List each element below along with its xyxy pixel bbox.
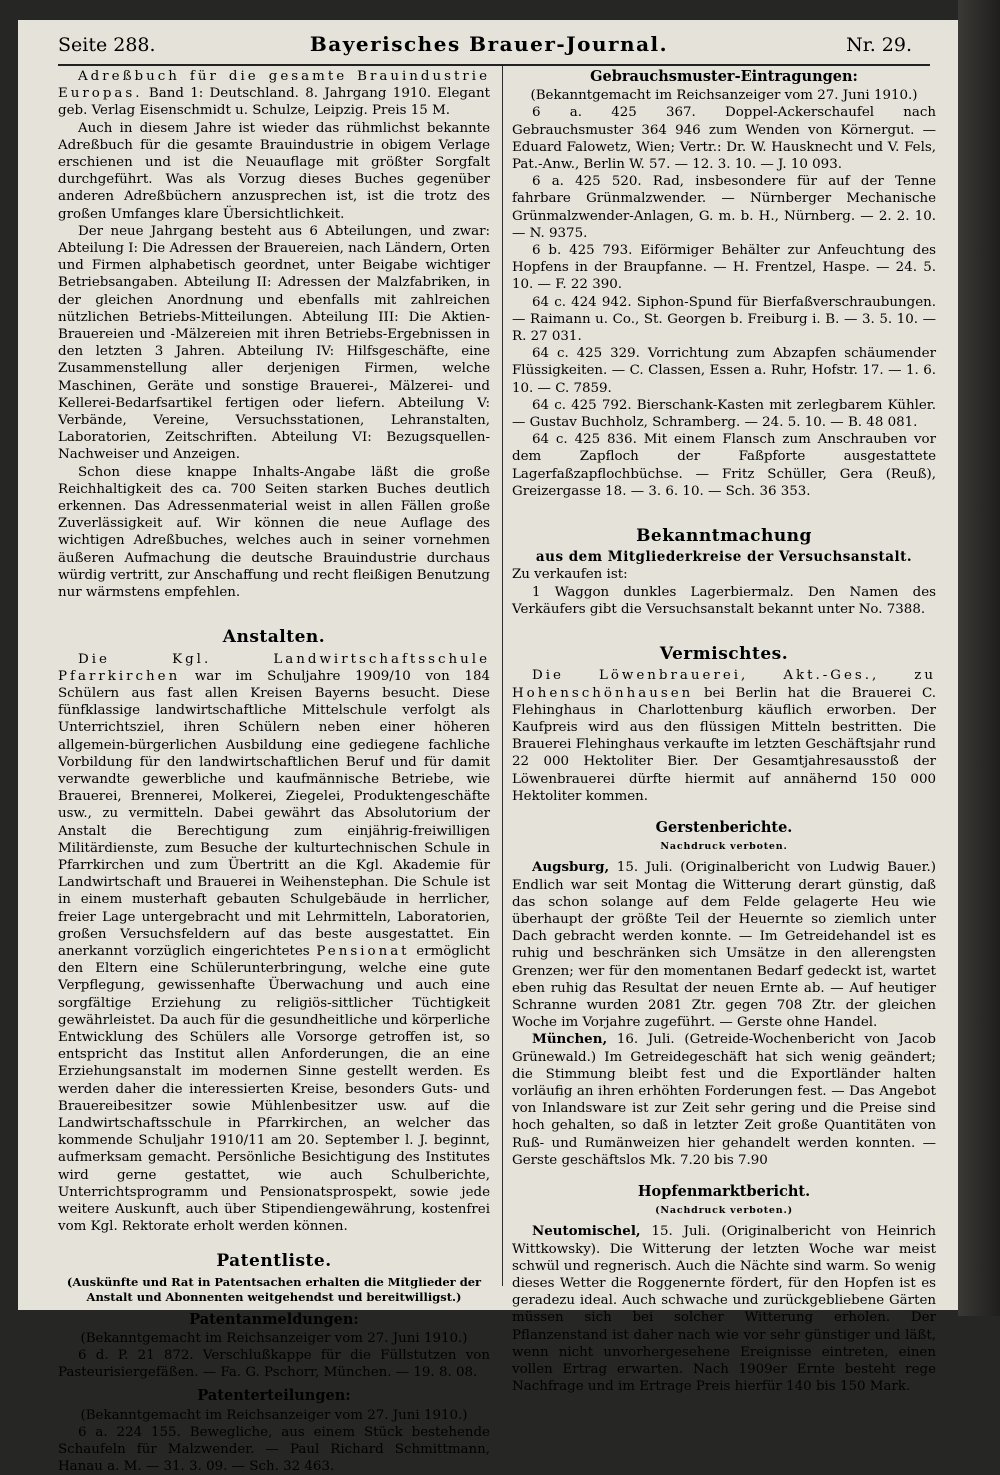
- gebrauchsmuster-entry: 6 b. 425 793. Eiförmiger Behälter zur Anfeuchtung des Hopfens in der Braupfanne. — H. Frentzel, Haspe. — 24. 5. 10. — F. 22 390.: [512, 243, 936, 293]
- anmeldungen-entry: 6 d. P. 21 872. Verschlußkappe für die Füllstutzen von Pasteurisiergefäßen. — Fa. G. Pschorr, München. — 19. 8. 08.: [58, 1348, 490, 1381]
- right-column: [512, 68, 936, 1395]
- book-title: Adreßbuch für die gesamte Brauindustrie Europas.: [58, 69, 490, 102]
- gebrauchsmuster-entry: 6 a. 425 367. Doppel-Ackerschaufel nach Gebrauchsmuster 364 946 zum Wenden von Körnergut. — Eduard Falowetz, Wien; Vertr.: Dr. W. Hausknecht und V. Fels, Pat.-Anw., Berlin W. 57. — 12. 3. 10. — J. 10 093.: [512, 105, 936, 173]
- gebrauchsmuster-entry: 64 c. 425 792. Bierschank-Kasten mit zerlegbarem Kühler. — Gustav Buchholz, Schramberg. — 24. 5. 10. — B. 48 081.: [512, 397, 936, 431]
- erteilungen-announcement: (Bekanntgemacht im Reichsanzeiger vom 27. Juni 1910.): [80, 1407, 468, 1423]
- vermischtes-text: bei Berlin hat die Brauerei C. Flehinghaus in Charlottenburg käuflich erworben. Der Kaufpreis wird aus den flüssigen Mitteln bestritten. Die Brauerei Flehinghaus verkaufte im letzten Geschäftsjahr rund 22 000 Hektoliter Bier. Der Gesamtjahresausstoß der Löwenbrauerei dürfte hiermit auf annähernd 150 000 Hektoliter kommen.: [512, 685, 936, 804]
- header-rule: [58, 64, 930, 66]
- anstalten-lead: Die Kgl. Landwirtschaftsschule Pfarrkirchen: [58, 651, 490, 684]
- vermischtes-article: [512, 667, 936, 805]
- anstalten-text-2: ermöglicht den Eltern eine Schülerunterbringung, welche eine gute Verpflegung, gewissenhafte Überwachung und auch eine sorgfältige Erziehung zu religiös-sittlicher Tüchtigkeit gewährleistet. Da auch für die gesundheitliche und körperliche Entwicklung des Schülers alle Vorsorge getroffen ist, so entspricht das Institut allen Anforderungen, die an eine Erziehungsanstalt im modernen Sinne gestellt werden. Es werden daher die interessierten Kreise, besonders Guts- und Brauereibesitzer sowie Mühlenbesitzer usw. auf die Landwirtschaftsschule in Pfarrkirchen, an welcher das kommende Schuljahr 1910/11 am 20. September l. J. beginnt, aufmerksam gemacht. Persönliche Besichtigung des Institutes wird gerne gestattet, wie auch Schulberichte, Unterrichtsprogramm und Pensionatsprospekt, sowie jede weitere Auskunft, auch über Stipendiengewährung, kostenfrei vom Kgl. Rektorate erholt werden können.: [58, 943, 491, 1235]
- page-number: Seite 288.: [58, 34, 156, 56]
- column-divider: [502, 66, 503, 1286]
- hopfenmarkt-note: (Nachdruck verboten.): [655, 1205, 793, 1217]
- erteilungen-entry: 6 a. 224 155. Bewegliche, aus einem Stück bestehende Schaufeln für Malzwender. — Paul Richard Schmittmann, Hanau a. M. — 31. 3. 09. — Sch. 32 463.: [58, 1424, 490, 1475]
- journal-title: Bayerisches Brauer-Journal.: [309, 32, 669, 56]
- vermischtes-lead: Die Löwenbrauerei, Akt.-Ges., zu Hohenschönhausen: [512, 668, 936, 701]
- gerstenberichte-note: Nachdruck verboten.: [660, 841, 788, 853]
- book-details: Band 1: Deutschland. 8. Jahrgang 1910. Elegant geb. Verlag Eisenschmidt u. Schulze, Leipzig. Preis 15 M.: [58, 86, 490, 119]
- bekanntmachung-heading: Bekanntmachung: [636, 526, 812, 547]
- anmeldungen-heading: Patentanmeldungen:: [189, 1310, 359, 1328]
- anmeldungen-announcement: (Bekanntgemacht im Reichsanzeiger vom 27. Juni 1910.): [80, 1330, 468, 1346]
- neutomischel-place: Neutomischel,: [532, 1223, 641, 1240]
- augsburg-report: [512, 859, 936, 1031]
- anstalten-heading: Anstalten.: [222, 627, 326, 648]
- muenchen-text: 16. Juli. (Getreide-Wochenbericht von Jacob Grünewald.) Im Getreidegeschäft hat sich wenig geändert; die Stimmung bleibt fest und die Exportländer halten vorläufig an ihren erhöhten Forderungen fest. — Das Angebot von Inlandsware ist zur Zeit sehr gering und die Preise sind hoch gehalten, so daß in letzter Zeit große Quantitäten von Ruß- und Rumänweizen hier gehandelt werden konnten. — Gerste geschäftslos Mk. 7.20 bis 7.90: [512, 1032, 936, 1168]
- gebrauchsmuster-entry: 6 a. 425 520. Rad, insbesondere für auf der Tenne fahrbare Grünmalzwender. — Nürnberger Mechanische Grünmalzwender-Anlagen, G. m. b. H., Nürnberg. — 2. 2. 10. — N. 9375.: [512, 174, 936, 241]
- neutomischel-text: 15. Juli. (Originalbericht von Heinrich Wittkowsky). Die Witterung der letzten Woche war meist schwül und regnerisch. Auch die Nächte sind warm. So wenig dieses Wetter die Roggenernte fördert, für den Hopfen ist es geradezu ideal. Auch schwache und zurückgebliebene Gärten müssen sich bei solcher Witterung erholen. Der Pflanzenstand ist daher nach wie vor sehr günstiger und läßt, wenn nicht unvorhergesehene Ereignisse eintreten, einen vollen Ertrag erwarten. Nach 1909er Ernte besteht rege Nachfrage und im Ertrage Preis hierfür 140 bis 150 Mark.: [512, 1224, 936, 1395]
- neutomischel-report: [512, 1223, 936, 1395]
- bekanntmachung-subheading: aus dem Mitgliederkreise der Versuchsanstalt.: [535, 549, 913, 566]
- bekanntmachung-sale: Zu verkaufen ist:: [512, 567, 628, 583]
- vermischtes-heading: Vermischtes.: [659, 644, 789, 665]
- augsburg-place: Augsburg,: [532, 859, 610, 876]
- muenchen-report: [512, 1031, 936, 1169]
- gebrauchsmuster-heading: Gebrauchsmuster-Eintragungen:: [590, 68, 858, 85]
- page-header: [58, 30, 920, 62]
- muenchen-place: München,: [532, 1031, 608, 1048]
- bekanntmachung-text: 1 Waggon dunkles Lagerbiermalz. Den Namen des Verkäufers gibt die Versuchsanstalt bekannt unter No. 7388.: [512, 584, 936, 617]
- book-review-p3: Schon diese knappe Inhalts-Angabe läßt die große Reichhaltigkeit des ca. 700 Seiten starken Buches deutlich erkennen. Das Adressenmaterial weist in allen Fällen große Zuverlässigkeit auf. Wir können die neue Auflage des wichtigen Adreßbuches, welches auch in seiner vornehmen äußeren Aufmachung die deutsche Brauindustrie durchaus würdig vertritt, zur Anschaffung und recht fleißigen Benutzung nur wärmstens empfehlen.: [58, 464, 490, 601]
- hopfenmarkt-heading: Hopfenmarktbericht.: [637, 1182, 811, 1200]
- patentliste-note: (Auskünfte und Rat in Patentsachen erhalten die Mitglieder der Anstalt und Abonnenten weitgehendst und bereitwilligst.): [66, 1274, 482, 1304]
- augsburg-text: 15. Juli. (Originalbericht von Ludwig Bauer.) Endlich war seit Montag die Witterung derart günstig, daß das schon solange auf dem Felde gelagerte Heu wie überhaupt der größte Teil der Heuernte so ziemlich unter Dach gebracht werden konnte. — Im Getreidehandel ist es ruhig und beschränken sich Umsätze in den allerengsten Grenzen; wer für den momentanen Bedarf gedeckt ist, wartet eben ruhig das Resultat der neuen Ernte ab. — Auf heutiger Schranne wurden 2081 Ztr. gegen 708 Ztr. der gleichen Woche im Vorjahre zugeführt. — Gerste ohne Handel.: [512, 860, 936, 1031]
- book-review-p2: Der neue Jahrgang besteht aus 6 Abteilungen, und zwar: Abteilung I: Die Adressen der Brauereien, nach Ländern, Orten und Firmen alphabetisch geordnet, unter Beigabe wichtiger Betriebsangaben. Abteilung II: Adressen der Malzfabriken, in der gleichen Anordnung und ebenfalls mit zahlreichen nützlichen Betriebs-Mitteilungen. Abteilung III: Die Aktien-Brauereien und -Mälzereien mit ihren Betriebs-Ergebnissen in den letzten 3 Jahren. Abteilung IV: Hilfsgeschäfte, eine Zusammenstellung aller derjenigen Firmen, welche Maschinen, Geräte und sonstige Brauerei-, Mälzerei- und Kellerei-Bedarfsartikel fertigen oder liefern. Abteilung V: Verbände, Vereine, Versuchsstationen, Lehranstalten, Laboratorien, Zeitschriften. Abteilung VI: Bezugsquellen-Nachweiser und Anzeigen.: [58, 223, 490, 463]
- patentliste-heading: Patentliste.: [216, 1251, 332, 1272]
- left-column: [58, 68, 490, 1475]
- issue-number: Nr. 29.: [846, 34, 912, 56]
- erteilungen-heading: Patenterteilungen:: [197, 1387, 351, 1405]
- gerstenberichte-heading: Gerstenberichte.: [655, 818, 793, 836]
- gebrauchsmuster-announcement: (Bekanntgemacht im Reichsanzeiger vom 27. Juni 1910.): [530, 88, 918, 104]
- gebrauchsmuster-entry: 64 c. 425 329. Vorrichtung zum Abzapfen schäumender Flüssigkeiten. — C. Classen, Essen a. Ruhr, Hofstr. 17. — 1. 6. 10. — C. 7859.: [512, 346, 936, 396]
- gebrauchsmuster-entry: 64 c. 424 942. Siphon-Spund für Bierfaßverschraubungen. — Raimann u. Co., St. Georgen b. Freiburg i. B. — 3. 5. 10. — R. 27 031.: [512, 294, 936, 345]
- page-edge-shadow: [958, 0, 1000, 1316]
- anstalten-article: [58, 651, 490, 1236]
- anstalten-text-1: war im Schuljahre 1909/10 von 184 Schülern aus fast allen Kreisen Bayerns besucht. Diese fünfklassige landwirtschaftliche Mittelschule verfolgt als Unterrichtsziel, ihren Schülern neben einer höheren allgemein-bürgerlichen Ausbildung eine gediegene fachliche Vorbildung für den landwirtschaftlichen Beruf und für damit verwandte gewerbliche und kaufmännische Betriebe, wie Brauerei, Brennerei, Molkerei, Ziegelei, Produktengeschäfte usw., zu vermitteln. Dabei gewährt das Absolutorium der Anstalt die Berechtigung zum einjährig-freiwilligen Militärdienste, zum Besuche der kulturtechnischen Schule in Pfarrkirchen und zum Übertritt an die Kgl. Akademie für Landwirtschaft und Brauerei in Weihenstephan. Die Schule ist in einem musterhaft gebauten Schulgebäude in herrlicher, freier Lage untergebracht und mit Lehrmitteln, Laboratorien, großen Versuchsfeldern auf das beste ausgestattet. Ein anerkannt vorzüglich eingerichtetes: [58, 668, 490, 959]
- anstalten-pension: Pensionat: [316, 943, 410, 959]
- book-review-p1: Auch in diesem Jahre ist wieder das rühmlichst bekannte Adreßbuch für die gesamte Brauindustrie in obigem Verlage erschienen und ist die Neuauflage mit größter Sorgfalt durchgeführt. Was als Vorzug dieses Buches gegenüber anderen Adreßbüchern anzusprechen ist, ist die trotz des großen Umfanges klare Übersichtlichkeit.: [58, 120, 490, 222]
- book-review-intro: [58, 68, 490, 120]
- gebrauchsmuster-entry: 64 c. 425 836. Mit einem Flansch zum Anschrauben vor dem Zapfloch der Faßpforte ausgestattete Lagerfaßzapflochbüchse. — Fritz Schüller, Gera (Reuß), Greizergasse 18. — 3. 6. 10. — Sch. 36 353.: [512, 432, 936, 499]
